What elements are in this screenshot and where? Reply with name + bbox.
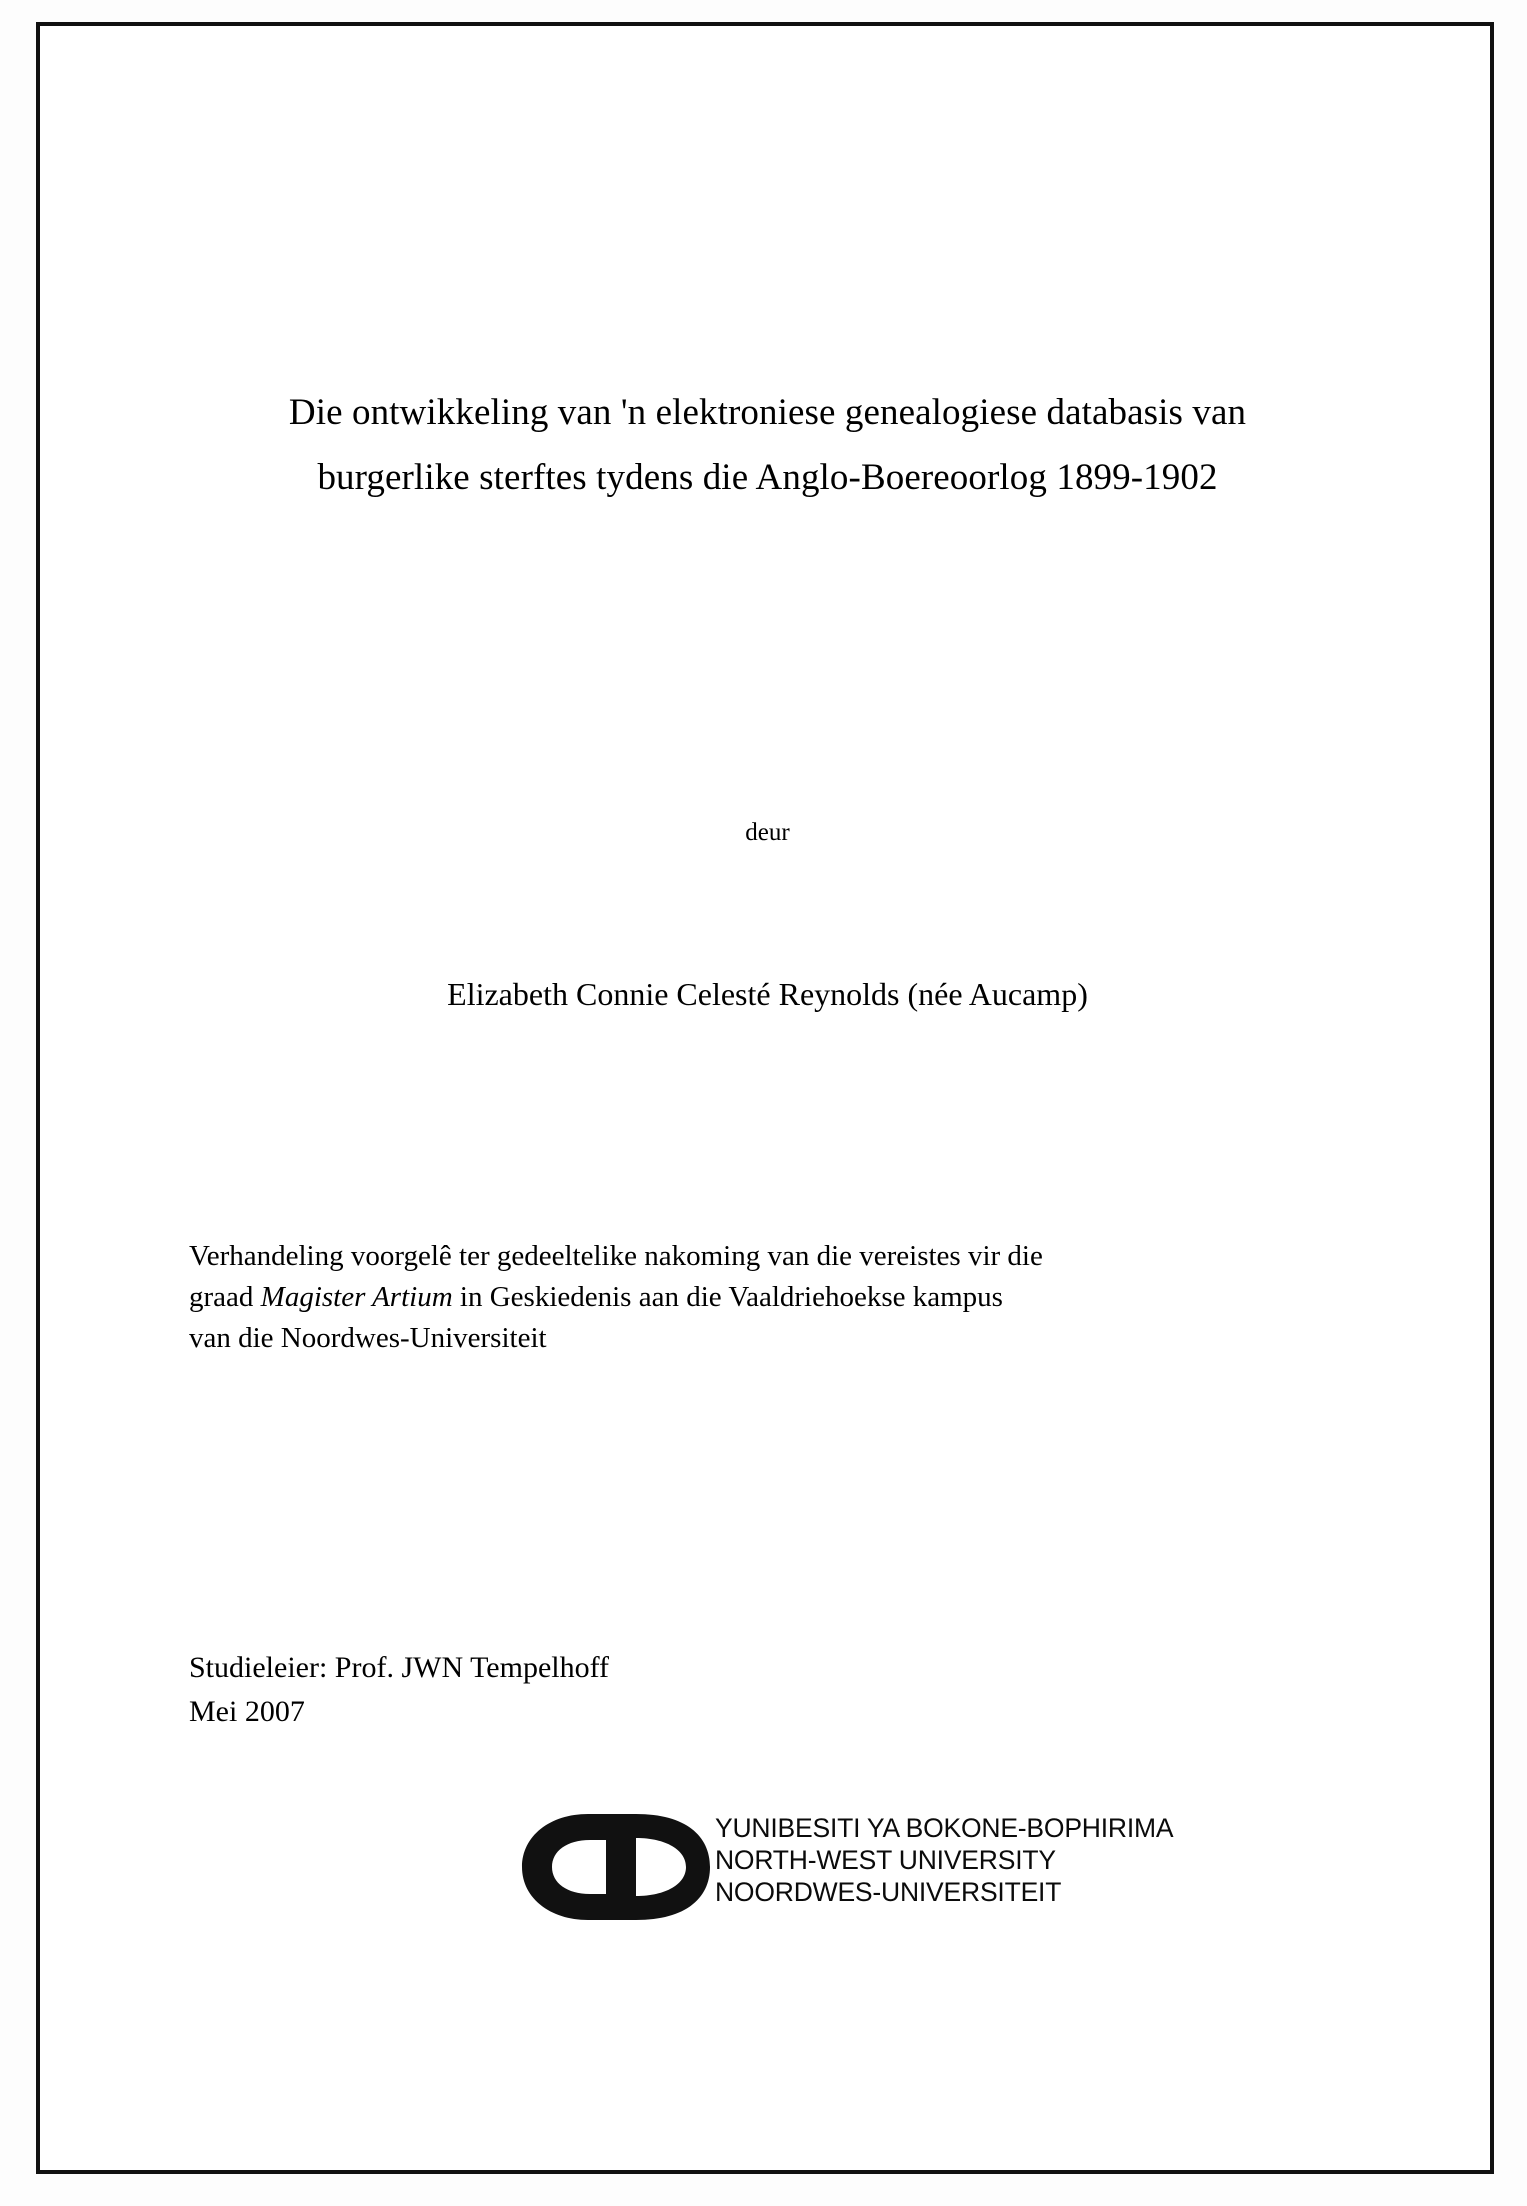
title-page-content [180,26,1355,2170]
supervisor-block [189,1646,1089,1733]
page-content-area [40,26,1490,2170]
title-line-2: burgerlike sterftes tydens die Anglo-Boereoorlog 1899-1902 [317,456,1218,498]
supervisor-name: Studieleier: Prof. JWN Tempelhoff [189,1651,610,1684]
nwu-logo-mark-icon [510,1808,710,1926]
page-title [180,381,1355,511]
degree-statement-line-2 [189,1277,1329,1318]
university-logo [510,1806,1210,1936]
degree-statement-line-1: Verhandeling voorgelê ter gedeeltelike nakoming van die vereistes vir die [189,1240,1043,1272]
by-label: deur [745,819,790,846]
university-logo-text [715,1812,1173,1908]
logo-text-line-1: YUNIBESITI YA BOKONE-BOPHIRIMA [715,1813,1174,1843]
author-name: Elizabeth Connie Celesté Reynolds (née Aucamp) [447,976,1088,1012]
title-line-1: Die ontwikkeling van 'n elektroniese genealogiese databasis van [288,392,1247,433]
degree-statement-line-3: van die Noordwes-Universiteit [189,1322,547,1355]
degree-statement-line-2-suffix: in Geskiedenis aan die Vaaldriehoekse kampus [452,1281,1003,1314]
page-border-frame [36,22,1494,2174]
submission-date: Mei 2007 [189,1694,305,1728]
degree-statement [189,1236,1329,1360]
logo-text-line-2: NORTH-WEST UNIVERSITY [715,1845,1056,1876]
logo-text-line-3: NOORDWES-UNIVERSITEIT [715,1877,1062,1908]
degree-statement-line-2-prefix: graad [189,1281,261,1314]
degree-name-italic: Magister Artium [260,1281,453,1314]
